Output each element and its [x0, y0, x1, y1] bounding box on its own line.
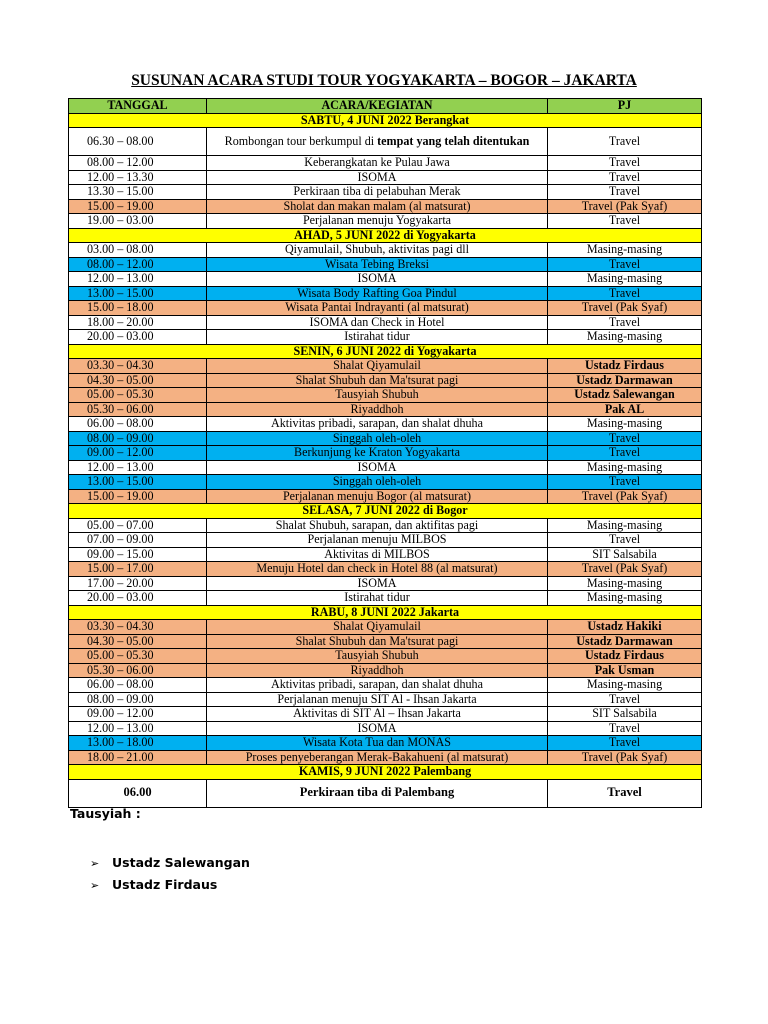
activity-cell: [207, 128, 548, 156]
activity-text: Riyaddhoh: [350, 402, 404, 416]
activity-cell: [207, 736, 548, 751]
header-acara: ACARA/KEGIATAN: [207, 99, 548, 114]
pj-cell: SIT Salsabila: [548, 707, 702, 722]
activity-cell: [207, 257, 548, 272]
pj-cell: Travel: [548, 315, 702, 330]
pj-cell: Masing-masing: [548, 576, 702, 591]
pj-cell: Travel (Pak Syaf): [548, 199, 702, 214]
pj-cell: Masing-masing: [548, 518, 702, 533]
activity-cell: [207, 286, 548, 301]
activity-text: Sholat dan makan malam (al matsurat): [283, 199, 471, 213]
activity-cell: [207, 649, 548, 664]
activity-cell: [207, 475, 548, 490]
time-cell: 03.30 – 04.30: [69, 359, 207, 374]
table-row: [69, 707, 702, 722]
time-cell: 13.30 – 15.00: [69, 185, 207, 200]
day-header-row: [69, 344, 702, 359]
day-label: SELASA, 7 JUNI 2022 di Bogor: [69, 504, 702, 519]
header-tanggal: TANGGAL: [69, 99, 207, 114]
table-row: [69, 446, 702, 461]
activity-cell: [207, 315, 548, 330]
activity-text: Istirahat tidur: [344, 590, 410, 604]
table-header-row: [69, 99, 702, 114]
activity-cell: [207, 591, 548, 606]
activity-cell: [207, 533, 548, 548]
table-row: [69, 128, 702, 156]
pj-cell: Travel: [548, 692, 702, 707]
activity-text: Shalat Shubuh dan Ma'tsurat pagi: [295, 634, 459, 648]
activity-text: Shalat Qiyamulail: [333, 358, 421, 372]
day-header-row: [69, 765, 702, 780]
activity-text: Wisata Body Rafting Goa Pindul: [297, 286, 457, 300]
activity-cell: [207, 330, 548, 345]
activity-cell: [207, 707, 548, 722]
time-cell: 18.00 – 21.00: [69, 750, 207, 765]
table-row: [69, 721, 702, 736]
pj-cell: Travel (Pak Syaf): [548, 301, 702, 316]
table-row: [69, 214, 702, 229]
time-cell: 12.00 – 13.00: [69, 272, 207, 287]
activity-text: Singgah oleh-oleh: [332, 431, 422, 445]
day-label: RABU, 8 JUNI 2022 Jakarta: [69, 605, 702, 620]
schedule-body: [69, 113, 702, 807]
arrow-bullet-icon: ➢: [90, 857, 100, 870]
tausyiah-item-label: Ustadz Salewangan: [112, 855, 250, 870]
activity-text: Perjalanan menuju Yogyakarta: [302, 213, 452, 227]
time-cell: 13.00 – 18.00: [69, 736, 207, 751]
time-cell: 08.00 – 12.00: [69, 156, 207, 171]
time-cell: 05.00 – 05.30: [69, 388, 207, 403]
activity-text: ISOMA dan Check in Hotel: [309, 315, 445, 329]
activity-cell: [207, 721, 548, 736]
time-cell: 09.00 – 12.00: [69, 446, 207, 461]
activity-cell: [207, 170, 548, 185]
pj-cell: Masing-masing: [548, 460, 702, 475]
table-row: [69, 620, 702, 635]
activity-text: Qiyamulail, Shubuh, aktivitas pagi dll: [284, 242, 470, 256]
activity-bold-text: tempat yang telah ditentukan: [377, 133, 530, 148]
time-cell: 09.00 – 12.00: [69, 707, 207, 722]
activity-cell: [207, 446, 548, 461]
activity-cell: [207, 620, 548, 635]
activity-cell: [207, 663, 548, 678]
activity-text: ISOMA: [357, 170, 397, 184]
tausyiah-item: [90, 852, 250, 874]
pj-cell: Ustadz Firdaus: [548, 649, 702, 664]
activity-text: Aktivitas pribadi, sarapan, dan shalat dhuha: [271, 416, 483, 430]
pj-cell: Ustadz Hakiki: [548, 620, 702, 635]
pj-cell: Travel: [548, 156, 702, 171]
pj-cell: Ustadz Darmawan: [548, 634, 702, 649]
activity-cell: [207, 518, 548, 533]
pj-cell: Travel: [548, 533, 702, 548]
pj-cell: Pak Usman: [548, 663, 702, 678]
time-cell: 15.00 – 18.00: [69, 301, 207, 316]
table-row: [69, 678, 702, 693]
table-row: [69, 417, 702, 432]
activity-text: Aktivitas di SIT Al – Ihsan Jakarta: [293, 706, 461, 720]
pj-cell: Travel: [548, 431, 702, 446]
day-header-row: [69, 228, 702, 243]
time-cell: 13.00 – 15.00: [69, 475, 207, 490]
activity-text: Wisata Kota Tua dan MONAS: [303, 735, 451, 749]
table-row: [69, 170, 702, 185]
table-row: [69, 388, 702, 403]
pj-cell: Ustadz Firdaus: [548, 359, 702, 374]
activity-text: ISOMA: [357, 576, 397, 590]
arrow-bullet-icon: ➢: [90, 879, 100, 892]
title-text: SUSUNAN ACARA STUDI TOUR YOGYAKARTA – BOGOR – JAKARTA: [131, 72, 637, 89]
activity-cell: [207, 214, 548, 229]
pj-cell: Travel: [548, 257, 702, 272]
pj-cell: SIT Salsabila: [548, 547, 702, 562]
pj-cell: Pak AL: [548, 402, 702, 417]
day-label: KAMIS, 9 JUNI 2022 Palembang: [69, 765, 702, 780]
table-row: [69, 663, 702, 678]
time-cell: 06.00: [69, 779, 207, 807]
time-cell: 12.00 – 13.00: [69, 460, 207, 475]
activity-text: Rombongan tour berkumpul di: [224, 133, 378, 148]
table-row: [69, 431, 702, 446]
activity-cell: [207, 185, 548, 200]
activity-cell: [207, 547, 548, 562]
activity-cell: [207, 576, 548, 591]
time-cell: 04.30 – 05.00: [69, 373, 207, 388]
activity-text: Tausyiah Shubuh: [335, 387, 419, 401]
day-label: AHAD, 5 JUNI 2022 di Yogyakarta: [69, 228, 702, 243]
pj-cell: Masing-masing: [548, 330, 702, 345]
activity-cell: [207, 156, 548, 171]
activity-text: Wisata Pantai Indrayanti (al matsurat): [285, 300, 469, 314]
time-cell: 08.00 – 09.00: [69, 431, 207, 446]
time-cell: 18.00 – 20.00: [69, 315, 207, 330]
activity-cell: [207, 373, 548, 388]
table-row: [69, 489, 702, 504]
activity-text: Menuju Hotel dan check in Hotel 88 (al matsurat): [256, 561, 498, 575]
tausyiah-item-label: Ustadz Firdaus: [112, 877, 218, 892]
table-row: [69, 779, 702, 807]
table-row: [69, 460, 702, 475]
pj-cell: Travel: [548, 779, 702, 807]
activity-cell: [207, 750, 548, 765]
activity-text: Perjalanan menuju SIT Al - Ihsan Jakarta: [277, 692, 477, 706]
table-row: [69, 750, 702, 765]
activity-text: Tausyiah Shubuh: [335, 648, 419, 662]
time-cell: 03.30 – 04.30: [69, 620, 207, 635]
pj-cell: Travel: [548, 185, 702, 200]
time-cell: 05.00 – 07.00: [69, 518, 207, 533]
table-row: [69, 199, 702, 214]
activity-text: Shalat Qiyamulail: [333, 619, 421, 633]
day-header-row: [69, 504, 702, 519]
pj-cell: Travel: [548, 736, 702, 751]
time-cell: 08.00 – 09.00: [69, 692, 207, 707]
pj-cell: Travel: [548, 286, 702, 301]
table-row: [69, 591, 702, 606]
document-title: [0, 72, 768, 90]
pj-cell: Travel: [548, 170, 702, 185]
pj-cell: Travel: [548, 446, 702, 461]
activity-text: Perjalanan menuju MILBOS: [307, 532, 447, 546]
time-cell: 05.30 – 06.00: [69, 663, 207, 678]
schedule-table: [68, 98, 702, 808]
tausyiah-heading: Tausyiah :: [70, 806, 141, 821]
activity-cell: [207, 692, 548, 707]
pj-cell: Masing-masing: [548, 591, 702, 606]
time-cell: 19.00 – 03.00: [69, 214, 207, 229]
time-cell: 06.00 – 08.00: [69, 678, 207, 693]
time-cell: 12.00 – 13.00: [69, 721, 207, 736]
activity-cell: [207, 301, 548, 316]
activity-text: Wisata Tebing Breksi: [325, 257, 429, 271]
day-header-row: [69, 605, 702, 620]
table-row: [69, 257, 702, 272]
table-row: [69, 243, 702, 258]
table-row: [69, 156, 702, 171]
activity-cell: [207, 779, 548, 807]
activity-text: Shalat Shubuh, sarapan, dan aktifitas pagi: [275, 518, 479, 532]
time-cell: 15.00 – 19.00: [69, 489, 207, 504]
activity-text: ISOMA: [357, 271, 397, 285]
time-cell: 20.00 – 03.00: [69, 330, 207, 345]
pj-cell: Travel (Pak Syaf): [548, 489, 702, 504]
pj-cell: Travel: [548, 475, 702, 490]
table-row: [69, 301, 702, 316]
time-cell: 03.00 – 08.00: [69, 243, 207, 258]
activity-cell: [207, 678, 548, 693]
activity-cell: [207, 431, 548, 446]
activity-text: Shalat Shubuh dan Ma'tsurat pagi: [295, 373, 459, 387]
pj-cell: Travel: [548, 721, 702, 736]
table-row: [69, 692, 702, 707]
time-cell: 17.00 – 20.00: [69, 576, 207, 591]
pj-cell: Travel (Pak Syaf): [548, 562, 702, 577]
table-row: [69, 185, 702, 200]
table-row: [69, 373, 702, 388]
activity-text: Perjalanan menuju Bogor (al matsurat): [282, 489, 472, 503]
time-cell: 05.30 – 06.00: [69, 402, 207, 417]
pj-cell: Ustadz Salewangan: [548, 388, 702, 403]
table-row: [69, 475, 702, 490]
time-cell: 20.00 – 03.00: [69, 591, 207, 606]
time-cell: 15.00 – 19.00: [69, 199, 207, 214]
time-cell: 07.00 – 09.00: [69, 533, 207, 548]
pj-cell: Travel: [548, 128, 702, 156]
activity-text: Proses penyeberangan Merak-Bakahueni (al matsurat): [245, 750, 509, 764]
activity-text: Aktivitas di MILBOS: [324, 547, 430, 561]
table-row: [69, 547, 702, 562]
tausyiah-list: [90, 852, 250, 896]
activity-text: ISOMA: [357, 460, 397, 474]
table-row: [69, 315, 702, 330]
activity-cell: [207, 199, 548, 214]
activity-text: Keberangkatan ke Pulau Jawa: [304, 155, 450, 169]
pj-cell: Masing-masing: [548, 272, 702, 287]
activity-cell: [207, 402, 548, 417]
table-row: [69, 649, 702, 664]
table-row: [69, 634, 702, 649]
pj-cell: Masing-masing: [548, 243, 702, 258]
table-row: [69, 272, 702, 287]
day-label: SABTU, 4 JUNI 2022 Berangkat: [69, 113, 702, 128]
time-cell: 12.00 – 13.30: [69, 170, 207, 185]
table-row: [69, 562, 702, 577]
table-row: [69, 359, 702, 374]
time-cell: 08.00 – 12.00: [69, 257, 207, 272]
pj-cell: Travel: [548, 214, 702, 229]
day-header-row: [69, 113, 702, 128]
activity-cell: [207, 359, 548, 374]
activity-cell: [207, 243, 548, 258]
time-cell: 06.30 – 08.00: [69, 128, 207, 156]
table-row: [69, 533, 702, 548]
header-pj: PJ: [548, 99, 702, 114]
activity-cell: [207, 272, 548, 287]
table-row: [69, 402, 702, 417]
tausyiah-item: [90, 874, 250, 896]
table-row: [69, 576, 702, 591]
activity-text: Riyaddhoh: [350, 663, 404, 677]
activity-text: Perkiraan tiba di Palembang: [299, 785, 455, 800]
table-row: [69, 736, 702, 751]
activity-cell: [207, 634, 548, 649]
pj-cell: Masing-masing: [548, 417, 702, 432]
activity-cell: [207, 388, 548, 403]
activity-text: Aktivitas pribadi, sarapan, dan shalat dhuha: [271, 677, 483, 691]
activity-cell: [207, 460, 548, 475]
activity-cell: [207, 489, 548, 504]
activity-text: Istirahat tidur: [344, 329, 410, 343]
time-cell: 09.00 – 15.00: [69, 547, 207, 562]
pj-cell: Travel (Pak Syaf): [548, 750, 702, 765]
table-row: [69, 286, 702, 301]
table-row: [69, 330, 702, 345]
activity-text: ISOMA: [357, 721, 397, 735]
time-cell: 15.00 – 17.00: [69, 562, 207, 577]
activity-text: Singgah oleh-oleh: [332, 474, 422, 488]
activity-text: Berkunjung ke Kraton Yogyakarta: [294, 445, 460, 459]
pj-cell: Masing-masing: [548, 678, 702, 693]
activity-cell: [207, 417, 548, 432]
pj-cell: Ustadz Darmawan: [548, 373, 702, 388]
activity-text: Perkiraan tiba di pelabuhan Merak: [293, 184, 461, 198]
day-label: SENIN, 6 JUNI 2022 di Yogyakarta: [69, 344, 702, 359]
activity-cell: [207, 562, 548, 577]
time-cell: 06.00 – 08.00: [69, 417, 207, 432]
time-cell: 04.30 – 05.00: [69, 634, 207, 649]
table-row: [69, 518, 702, 533]
time-cell: 05.00 – 05.30: [69, 649, 207, 664]
time-cell: 13.00 – 15.00: [69, 286, 207, 301]
